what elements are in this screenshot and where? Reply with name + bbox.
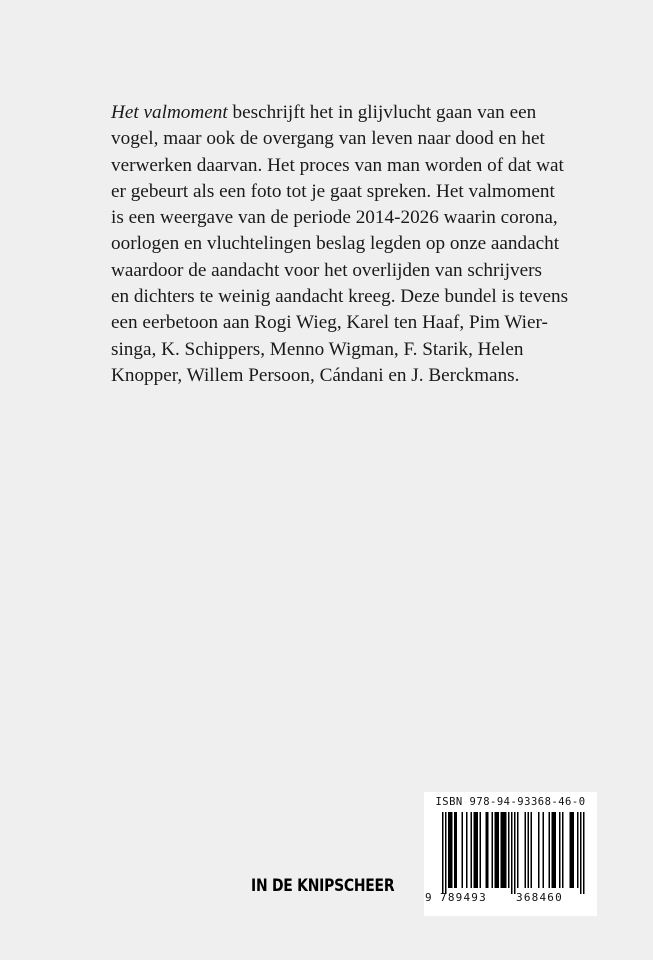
barcode-bar [474, 812, 479, 888]
barcode-bar [543, 812, 545, 888]
barcode-bar [480, 812, 482, 888]
barcode-bar [492, 812, 494, 888]
barcode-bar [552, 812, 557, 888]
barcode-guard-bar [445, 812, 447, 894]
barcode-guard-bar [442, 812, 444, 894]
blurb-line-1 [111, 100, 591, 126]
isbn-label: ISBN 978-94-93368-46-0 [435, 796, 586, 808]
barcode-bar [577, 812, 579, 888]
blurb-line-1-rest: beschrijft het in glijvlucht gaan van een [227, 102, 537, 123]
barcode-bar [525, 812, 527, 888]
book-title-italic: Het valmoment [111, 102, 228, 123]
barcode-bar [501, 812, 507, 888]
blurb-line-3: verwerken daarvan. Het proces van man worden of dat wat [111, 154, 564, 176]
blurb-line-8: en dichters te weinig aandacht kreeg. Deze bundel is tevens [111, 286, 569, 308]
barcode-bar [466, 812, 468, 888]
blurb-line-11: Knopper, Willem Persoon, Cándani en J. Berckmans. [111, 364, 520, 386]
blurb-line-2: vogel, maar ook de overgang van leven naar dood en het [111, 128, 545, 150]
blurb-line-4: er gebeurt als een foto tot je gaat spreken. Het valmoment [111, 180, 555, 202]
barcode-guard-bar [514, 812, 516, 894]
barcode-bar [495, 812, 500, 888]
barcode-digits [424, 891, 597, 909]
barcode-bar [448, 812, 453, 888]
barcode-guard-bar [583, 812, 585, 894]
publisher-logo: IN DE KNIPSCHEER [251, 876, 395, 896]
blurb-line-5: is een weergave van de periode 2014-2026 waarin corona, [111, 207, 558, 229]
barcode-digit-first: 9 [425, 891, 433, 904]
back-cover-blurb [111, 100, 591, 389]
barcode-bar [508, 812, 510, 888]
barcode-bar [538, 812, 540, 888]
barcode-bar [531, 812, 533, 888]
blurb-line-7: waardoor de aandacht voor het overlijden van schrijvers [111, 259, 543, 281]
barcode-bar [562, 812, 564, 888]
barcode-bar [528, 812, 530, 888]
barcode-guard-bar [511, 812, 513, 894]
barcode-bar [486, 812, 489, 888]
barcode-bar [471, 812, 473, 888]
barcode-bar [549, 812, 551, 888]
barcode-bar [454, 812, 457, 888]
barcode-guard-bar [580, 812, 582, 894]
barcode-bar [559, 812, 561, 888]
barcode-digits-left: 789493 [440, 891, 487, 904]
isbn-barcode [424, 792, 597, 916]
blurb-line-6: oorlogen en vluchtelingen beslag legden op onze aandacht [111, 233, 560, 255]
barcode-bar [570, 812, 575, 888]
barcode-bar [462, 812, 464, 888]
barcode-bar [517, 812, 519, 888]
blurb-line-9: een eerbetoon aan Rogi Wieg, Karel ten Haaf, Pim Wier- [111, 312, 548, 334]
barcode-bars [432, 812, 592, 896]
barcode-digits-right: 368460 [516, 891, 563, 904]
blurb-line-10: singa, K. Schippers, Menno Wigman, F. Starik, Helen [111, 338, 524, 360]
